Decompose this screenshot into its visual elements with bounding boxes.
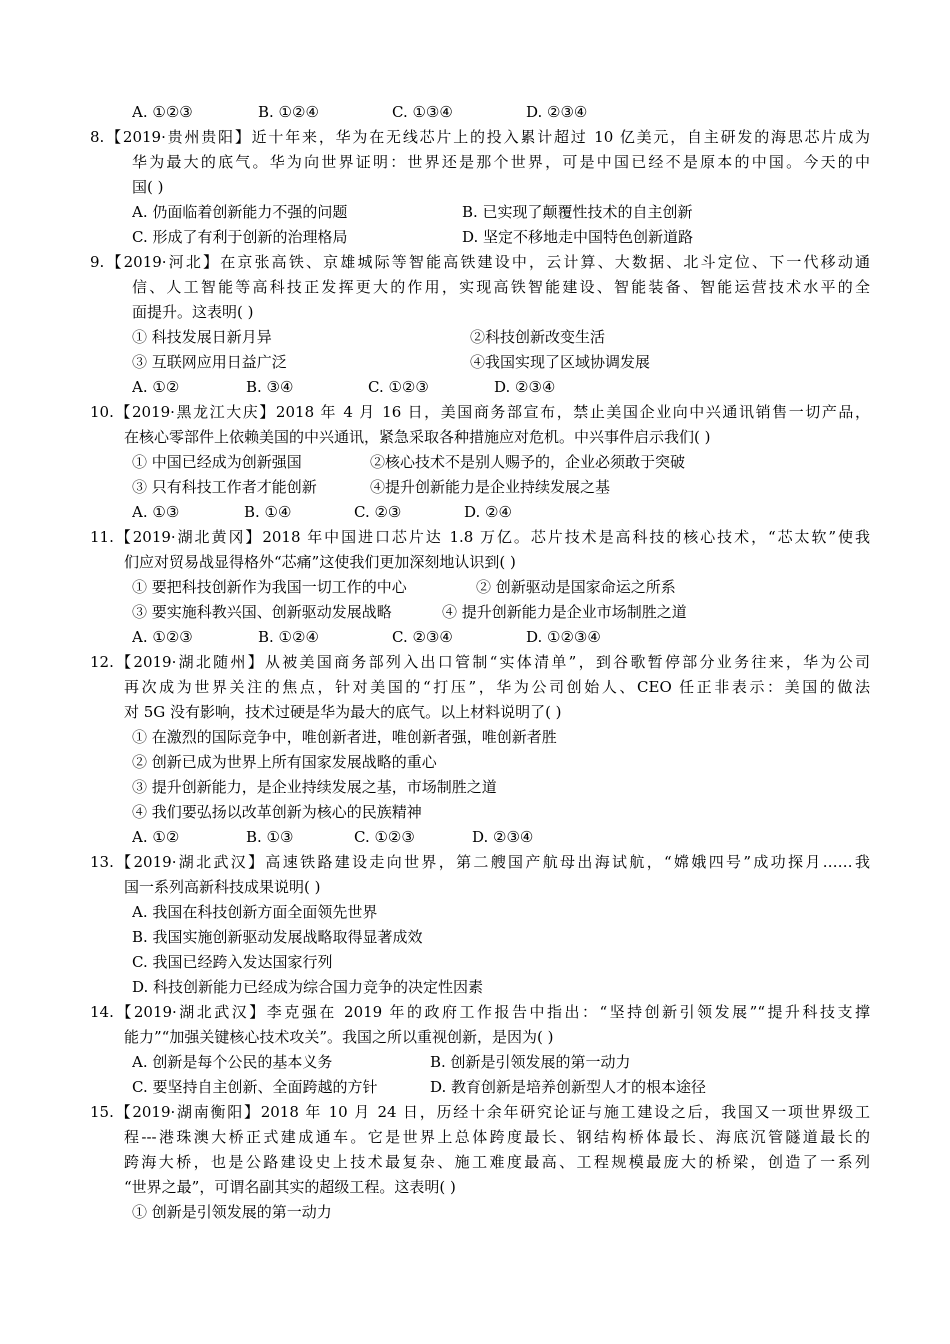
question-15-item-1: ① 创新是引领发展的第一动力 — [132, 1203, 332, 1221]
question-10-stem-end: 在核心零部件上依赖美国的中兴通讯，紧急采取各种措施应对危机。中兴事件启示我们( ) — [124, 428, 711, 446]
option-d: D. ②③④ — [494, 378, 556, 396]
question-15-stem-cont1: 程---港珠澳大桥正式建成通车。它是世界上总体跨度最长、钢结构桥体最长、海底沉管隧道最长的 — [124, 1128, 870, 1146]
question-9-stem: 9.【2019·河北】在京张高铁、京雄城际等智能高铁建设中，云计算、大数据、北斗定位、下一代移动通 — [90, 253, 870, 271]
option-a: A. ①② — [132, 828, 180, 846]
question-11-stem-end: 们应对贸易战显得格外“芯痛”这使我们更加深刻地认识到( ) — [124, 553, 516, 571]
option-b: B. ①②④ — [258, 628, 319, 646]
option-c: C. ①②③ — [368, 378, 429, 396]
question-14-stem-end: 能力”“加强关键核心技术攻关”。我国之所以重视创新，是因为( ) — [124, 1028, 554, 1046]
item-4: ④我国实现了区域协调发展 — [470, 353, 651, 371]
question-9-options — [132, 375, 870, 400]
option-d: D. 教育创新是培养创新型人才的根本途径 — [430, 1078, 707, 1096]
option-d: D. ②④ — [464, 503, 512, 521]
option-b: B. 已实现了颠覆性技术的自主创新 — [462, 203, 693, 221]
option-a: A. ①② — [132, 378, 180, 396]
option-d: D. ②③④ — [472, 828, 534, 846]
question-13-option-a: A. 我国在科技创新方面全面领先世界 — [132, 903, 378, 921]
question-11-items-row1 — [132, 575, 870, 600]
question-8-stem: 8.【2019·贵州贵阳】近十年来，华为在无线芯片上的投入累计超过 10 亿美元，自主研发的海思芯片成为 — [90, 128, 870, 146]
item-2: ②核心技术不是别人赐予的，企业必须敢于突破 — [370, 453, 686, 471]
question-12-options — [132, 825, 870, 850]
question-15-stem: 15.【2019·湖南衡阳】2018 年 10 月 24 日，历经十余年研究论证与施工建设之后，我国又一项世界级工 — [90, 1103, 870, 1121]
option-c: C. ①②③ — [354, 828, 415, 846]
option-b: B. ③④ — [246, 378, 294, 396]
option-b: B. ①④ — [244, 503, 292, 521]
question-12-stem-end: 对 5G 没有影响，技术过硬是华为最大的底气。以上材料说明了( ) — [124, 703, 562, 721]
question-14-stem: 14.【2019·湖北武汉】李克强在 2019 年的政府工作报告中指出：“坚持创新引领发展”“提升科技支撑 — [90, 1003, 870, 1021]
item-2: ② 创新驱动是国家命运之所系 — [476, 578, 676, 596]
question-8-stem-end: 国( ) — [132, 178, 164, 196]
item-1: ① 要把科技创新作为我国一切工作的中心 — [132, 578, 407, 596]
question-11-items-row2 — [132, 600, 870, 625]
option-c: C. ②③ — [354, 503, 402, 521]
option-d: D. 坚定不移地走中国特色创新道路 — [462, 228, 694, 246]
option-c: C. ②③④ — [392, 628, 453, 646]
item-1: ① 中国已经成为创新强国 — [132, 453, 302, 471]
option-a: A. ①③ — [132, 503, 180, 521]
option-b: B. ①②④ — [258, 103, 319, 121]
question-10-options — [132, 500, 870, 525]
option-a: A. 创新是每个公民的基本义务 — [132, 1053, 333, 1071]
question-13-stem: 13.【2019·湖北武汉】高速铁路建设走向世界，第二艘国产航母出海试航，“嫦娥四号”成功探月……我 — [90, 853, 870, 871]
question-10-stem: 10.【2019·黑龙江大庆】2018 年 4 月 16 日，美国商务部宣布，禁止美国企业向中兴通讯销售一切产品， — [90, 403, 870, 421]
question-9-items-row1 — [132, 325, 870, 350]
question-12-stem: 12.【2019·湖北随州】从被美国商务部列入出口管制“实体清单”，到谷歌暂停部分业务往来，华为公司 — [90, 653, 870, 671]
option-c: C. 要坚持自主创新、全面跨越的方针 — [132, 1078, 378, 1096]
item-2: ②科技创新改变生活 — [470, 328, 606, 346]
question-13-stem-end: 国一系列高新科技成果说明( ) — [124, 878, 321, 896]
question-13-option-d: D. 科技创新能力已经成为综合国力竞争的决定性因素 — [132, 978, 484, 996]
question-12-stem-cont: 再次成为世界关注的焦点，针对美国的“打压”，华为公司创始人、CEO 任正非表示：美国的做法 — [124, 678, 870, 696]
question-15-stem-end: “世界之最”，可谓名副其实的超级工程。这表明( ) — [124, 1178, 456, 1196]
prev-question-options — [132, 100, 870, 125]
question-15-stem-cont2: 跨海大桥，也是公路建设史上技术最复杂、施工难度最高、工程规模最庞大的桥梁，创造了一系列 — [124, 1153, 870, 1171]
option-c: C. 形成了有利于创新的治理格局 — [132, 228, 348, 246]
question-12-item-2: ② 创新已成为世界上所有国家发展战略的重心 — [132, 753, 437, 771]
option-d: D. ①②③④ — [526, 628, 601, 646]
question-10-items-row2 — [132, 475, 870, 500]
question-14-options-row1 — [132, 1050, 870, 1075]
question-9-stem-cont: 信、人工智能等高科技正发挥更大的作用，实现高铁智能建设、智能装备、智能运营技术水平的全 — [132, 278, 870, 296]
question-14-options-row2 — [132, 1075, 870, 1100]
item-4: ④提升创新能力是企业持续发展之基 — [370, 478, 611, 496]
question-9-stem-end: 面提升。这表明( ) — [132, 303, 254, 321]
question-12-item-1: ① 在激烈的国际竞争中，唯创新者进，唯创新者强，唯创新者胜 — [132, 728, 557, 746]
item-3: ③ 要实施科教兴国、创新驱动发展战略 — [132, 603, 392, 621]
question-9-items-row2 — [132, 350, 870, 375]
option-b: B. 创新是引领发展的第一动力 — [430, 1053, 631, 1071]
item-4: ④ 提升创新能力是企业市场制胜之道 — [442, 603, 687, 621]
question-11-stem: 11.【2019·湖北黄冈】2018 年中国进口芯片达 1.8 万亿。芯片技术是高科技的核心技术，“芯太软”使我 — [90, 528, 870, 546]
item-3: ③ 互联网应用日益广泛 — [132, 353, 287, 371]
option-a: A. 仍面临着创新能力不强的问题 — [132, 203, 348, 221]
question-11-options — [132, 625, 870, 650]
option-c: C. ①③④ — [392, 103, 453, 121]
item-1: ① 科技发展日新月异 — [132, 328, 272, 346]
option-a: A. ①②③ — [132, 628, 193, 646]
option-d: D. ②③④ — [526, 103, 588, 121]
question-13-option-b: B. 我国实施创新驱动发展战略取得显著成效 — [132, 928, 423, 946]
option-a: A. ①②③ — [132, 103, 193, 121]
question-8-options-row1 — [132, 200, 870, 225]
item-3: ③ 只有科技工作者才能创新 — [132, 478, 317, 496]
question-12-item-4: ④ 我们要弘扬以改革创新为核心的民族精神 — [132, 803, 422, 821]
question-13-option-c: C. 我国已经跨入发达国家行列 — [132, 953, 333, 971]
question-12-item-3: ③ 提升创新能力，是企业持续发展之基，市场制胜之道 — [132, 778, 497, 796]
question-8-options-row2 — [132, 225, 870, 250]
option-b: B. ①③ — [246, 828, 294, 846]
question-10-items-row1 — [132, 450, 870, 475]
question-8-stem-cont: 华为最大的底气。华为向世界证明：世界还是那个世界，可是中国已经不是原本的中国。今天的中 — [132, 153, 870, 171]
